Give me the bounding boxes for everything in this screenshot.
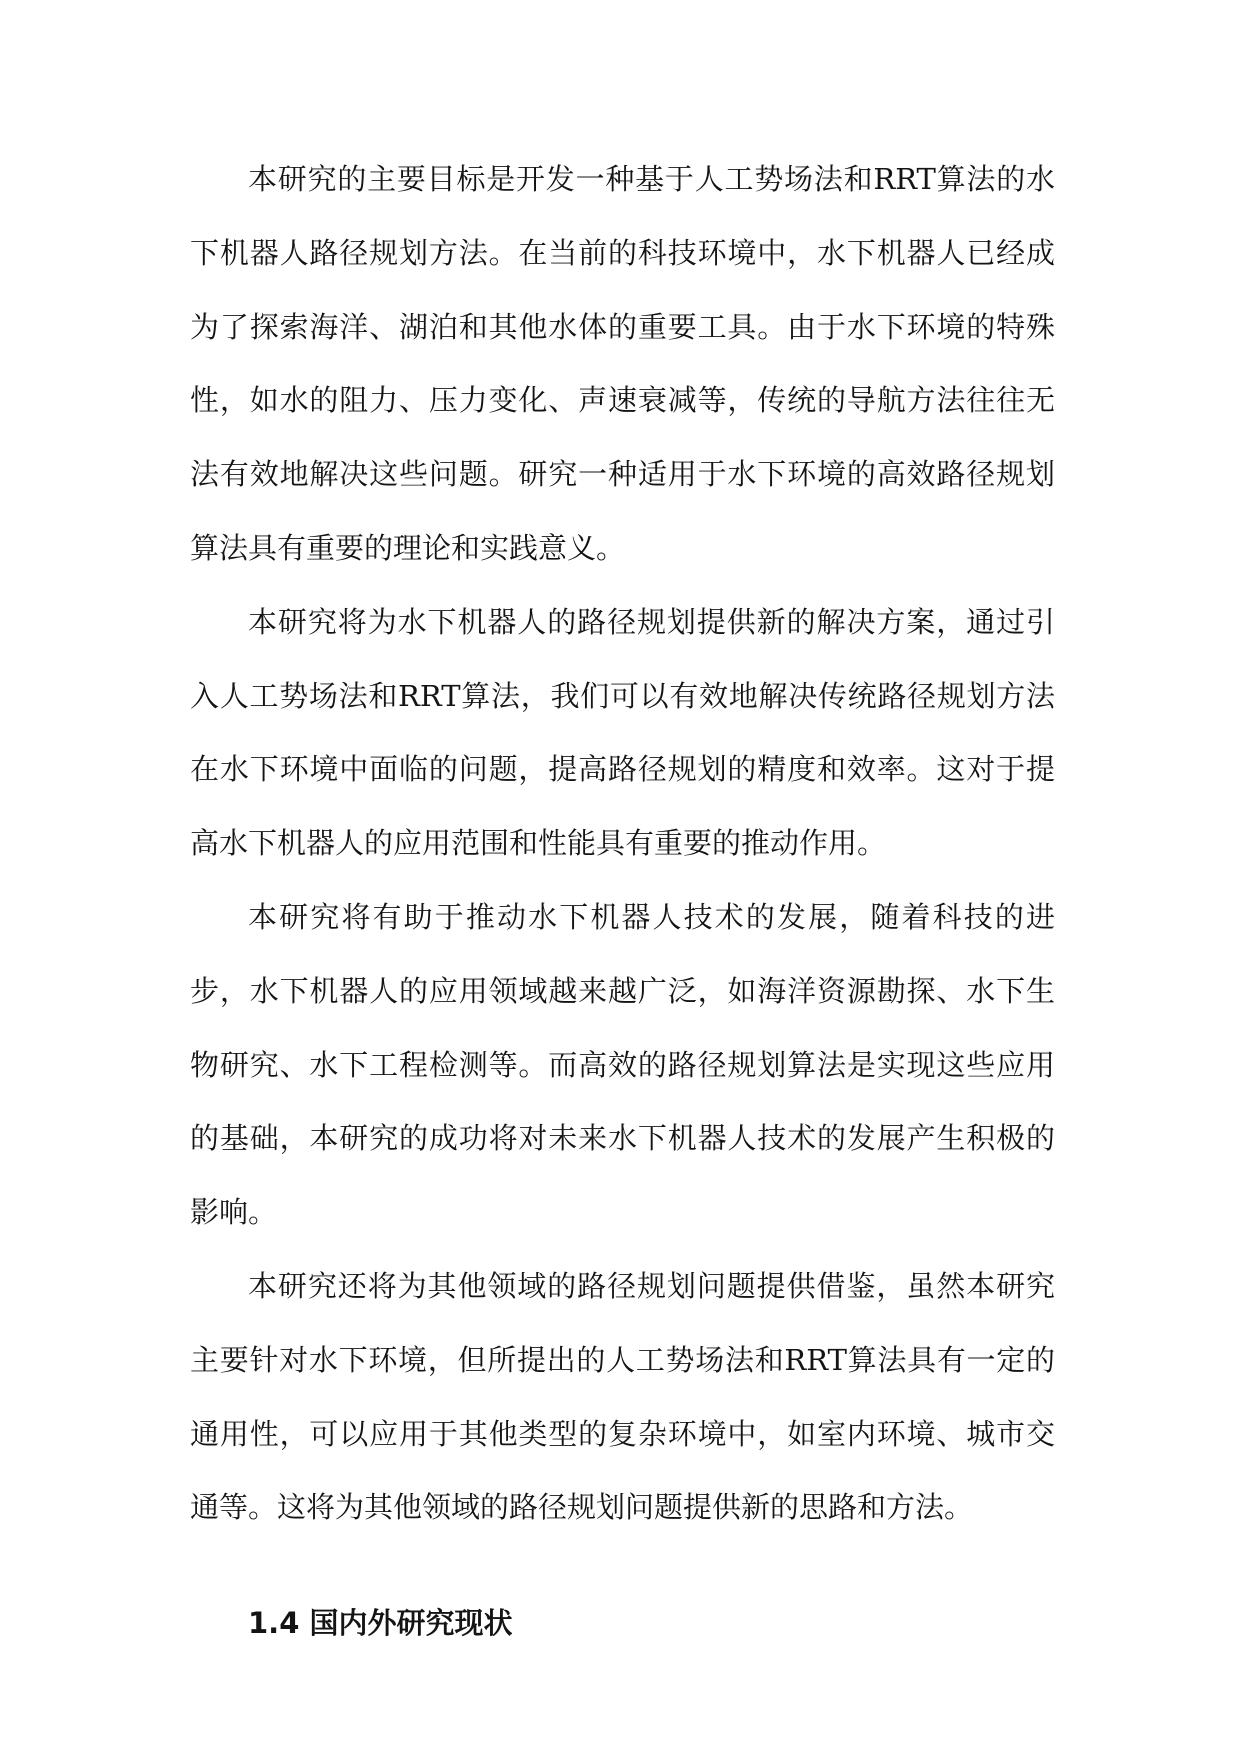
paragraph-technology-development: 本研究将有助于推动水下机器人技术的发展，随着科技的进步，水下机器人的应用领域越来越广泛，如海洋资源勘探、水下生物研究、水下工程检测等。而高效的路径规划算法是实现这些应用的基础，本研究的成功将对未来水下机器人技术的发展产生积极的影响。 (190, 899, 1055, 1230)
paragraph-research-goal: 本研究的主要目标是开发一种基于人工势场法和RRT算法的水下机器人路径规划方法。在当前的科技环境中，水下机器人已经成为了探索海洋、湖泊和其他水体的重要工具。由于水下环境的特殊性，如水的阻力、压力变化、声速衰减等，传统的导航方法往往无法有效地解决这些问题。研究一种适用于水下环境的高效路径规划算法具有重要的理论和实践意义。 (190, 162, 1055, 565)
document-body (190, 143, 1055, 1653)
paragraph-other-fields: 本研究还将为其他领域的路径规划问题提供借鉴，虽然本研究主要针对水下环境，但所提出的人工势场法和RRT算法具有一定的通用性，可以应用于其他类型的复杂环境中，如室内环境、城市交通等。这将为其他领域的路径规划问题提供新的思路和方法。 (190, 1268, 1055, 1525)
section-heading: 1.4 国内外研究现状 (248, 1606, 513, 1641)
paragraph-new-solution: 本研究将为水下机器人的路径规划提供新的解决方案，通过引入人工势场法和RRT算法，我们可以有效地解决传统路径规划方法在水下环境中面临的问题，提高路径规划的精度和效率。这对于提高水下机器人的应用范围和性能具有重要的推动作用。 (190, 604, 1055, 861)
